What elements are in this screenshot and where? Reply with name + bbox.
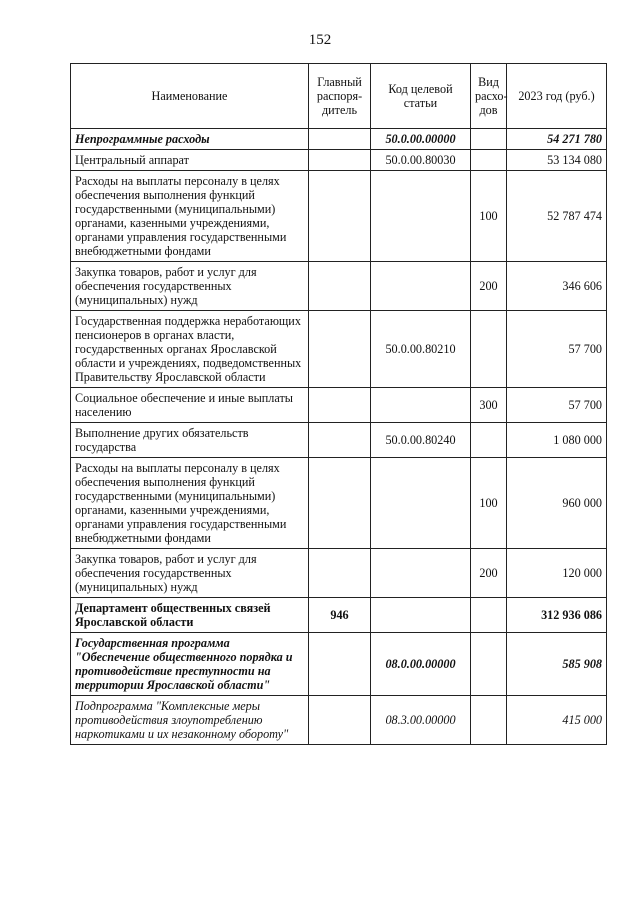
- row-code: 50.0.00.00000: [371, 129, 471, 150]
- row-amount: 57 700: [507, 311, 607, 388]
- table-row: [71, 311, 607, 388]
- row-code: 50.0.00.80210: [371, 311, 471, 388]
- row-code: [371, 598, 471, 633]
- row-vid: [471, 311, 507, 388]
- row-vid: [471, 423, 507, 458]
- row-name: Социальное обеспечение и иные выплаты населению: [71, 388, 309, 423]
- row-vid: [471, 150, 507, 171]
- row-vid: 200: [471, 549, 507, 598]
- row-vid: 200: [471, 262, 507, 311]
- row-code: 50.0.00.80030: [371, 150, 471, 171]
- row-glavny: [309, 311, 371, 388]
- header-name: Наименование: [71, 64, 309, 129]
- header-amount: 2023 год (руб.): [507, 64, 607, 129]
- row-name: Государственная программа "Обеспечение общественного порядка и противодействие преступности на территории Ярославской области": [71, 633, 309, 696]
- row-glavny: [309, 633, 371, 696]
- table-row: [71, 171, 607, 262]
- table-row: [71, 633, 607, 696]
- row-amount: 415 000: [507, 696, 607, 745]
- table-row: [71, 598, 607, 633]
- header-code: Код целевой статьи: [371, 64, 471, 129]
- row-glavny: [309, 423, 371, 458]
- row-glavny: 946: [309, 598, 371, 633]
- row-amount: 54 271 780: [507, 129, 607, 150]
- row-vid: [471, 598, 507, 633]
- table-row: [71, 458, 607, 549]
- row-vid: [471, 696, 507, 745]
- row-amount: 312 936 086: [507, 598, 607, 633]
- row-code: 08.3.00.00000: [371, 696, 471, 745]
- row-glavny: [309, 150, 371, 171]
- row-glavny: [309, 388, 371, 423]
- row-glavny: [309, 458, 371, 549]
- row-vid: 100: [471, 458, 507, 549]
- row-glavny: [309, 129, 371, 150]
- row-amount: 57 700: [507, 388, 607, 423]
- row-glavny: [309, 696, 371, 745]
- row-vid: [471, 633, 507, 696]
- row-name: Закупка товаров, работ и услуг для обеспечения государственных (муниципальных) нужд: [71, 549, 309, 598]
- table-row: [71, 262, 607, 311]
- row-code: 50.0.00.80240: [371, 423, 471, 458]
- row-amount: 53 134 080: [507, 150, 607, 171]
- row-name: Расходы на выплаты персоналу в целях обеспечения выполнения функций государственными (муниципальными) органами, казенными учреждениями, органами управления государственными внебюджетными фондами: [71, 171, 309, 262]
- row-code: 08.0.00.00000: [371, 633, 471, 696]
- row-amount: 1 080 000: [507, 423, 607, 458]
- row-vid: [471, 129, 507, 150]
- row-name: Закупка товаров, работ и услуг для обеспечения государственных (муниципальных) нужд: [71, 262, 309, 311]
- row-amount: 585 908: [507, 633, 607, 696]
- page-number: 152: [308, 32, 332, 48]
- row-name: Расходы на выплаты персоналу в целях обеспечения выполнения функций государственными (муниципальными) органами, казенными учреждениями, органами управления государственными внебюджетными фондами: [71, 458, 309, 549]
- row-amount: 346 606: [507, 262, 607, 311]
- row-code: [371, 262, 471, 311]
- row-name: Государственная поддержка неработающих пенсионеров в органах власти, государственных органах Ярославской области и учреждениях, подведомственных Правительству Ярославской области: [71, 311, 309, 388]
- row-amount: 960 000: [507, 458, 607, 549]
- table-header-row: [71, 64, 607, 129]
- row-amount: 120 000: [507, 549, 607, 598]
- row-code: [371, 171, 471, 262]
- budget-table: [70, 63, 607, 745]
- row-name: Подпрограмма "Комплексные меры противодействия злоупотреблению наркотиками и их незаконному обороту": [71, 696, 309, 745]
- row-name: Непрограммные расходы: [71, 129, 309, 150]
- header-vid: Вид расхо-дов: [471, 64, 507, 129]
- table-row: [71, 423, 607, 458]
- row-amount: 52 787 474: [507, 171, 607, 262]
- row-name: Департамент общественных связей Ярославской области: [71, 598, 309, 633]
- row-vid: 100: [471, 171, 507, 262]
- row-name: Выполнение других обязательств государства: [71, 423, 309, 458]
- table-row: [71, 388, 607, 423]
- row-code: [371, 549, 471, 598]
- row-glavny: [309, 171, 371, 262]
- row-code: [371, 388, 471, 423]
- table-row: [71, 696, 607, 745]
- row-glavny: [309, 549, 371, 598]
- table-row: [71, 129, 607, 150]
- table-body: [71, 129, 607, 745]
- row-name: Центральный аппарат: [71, 150, 309, 171]
- row-glavny: [309, 262, 371, 311]
- header-glavny: Главный распоря-дитель: [309, 64, 371, 129]
- row-vid: 300: [471, 388, 507, 423]
- table-row: [71, 549, 607, 598]
- table-row: [71, 150, 607, 171]
- row-code: [371, 458, 471, 549]
